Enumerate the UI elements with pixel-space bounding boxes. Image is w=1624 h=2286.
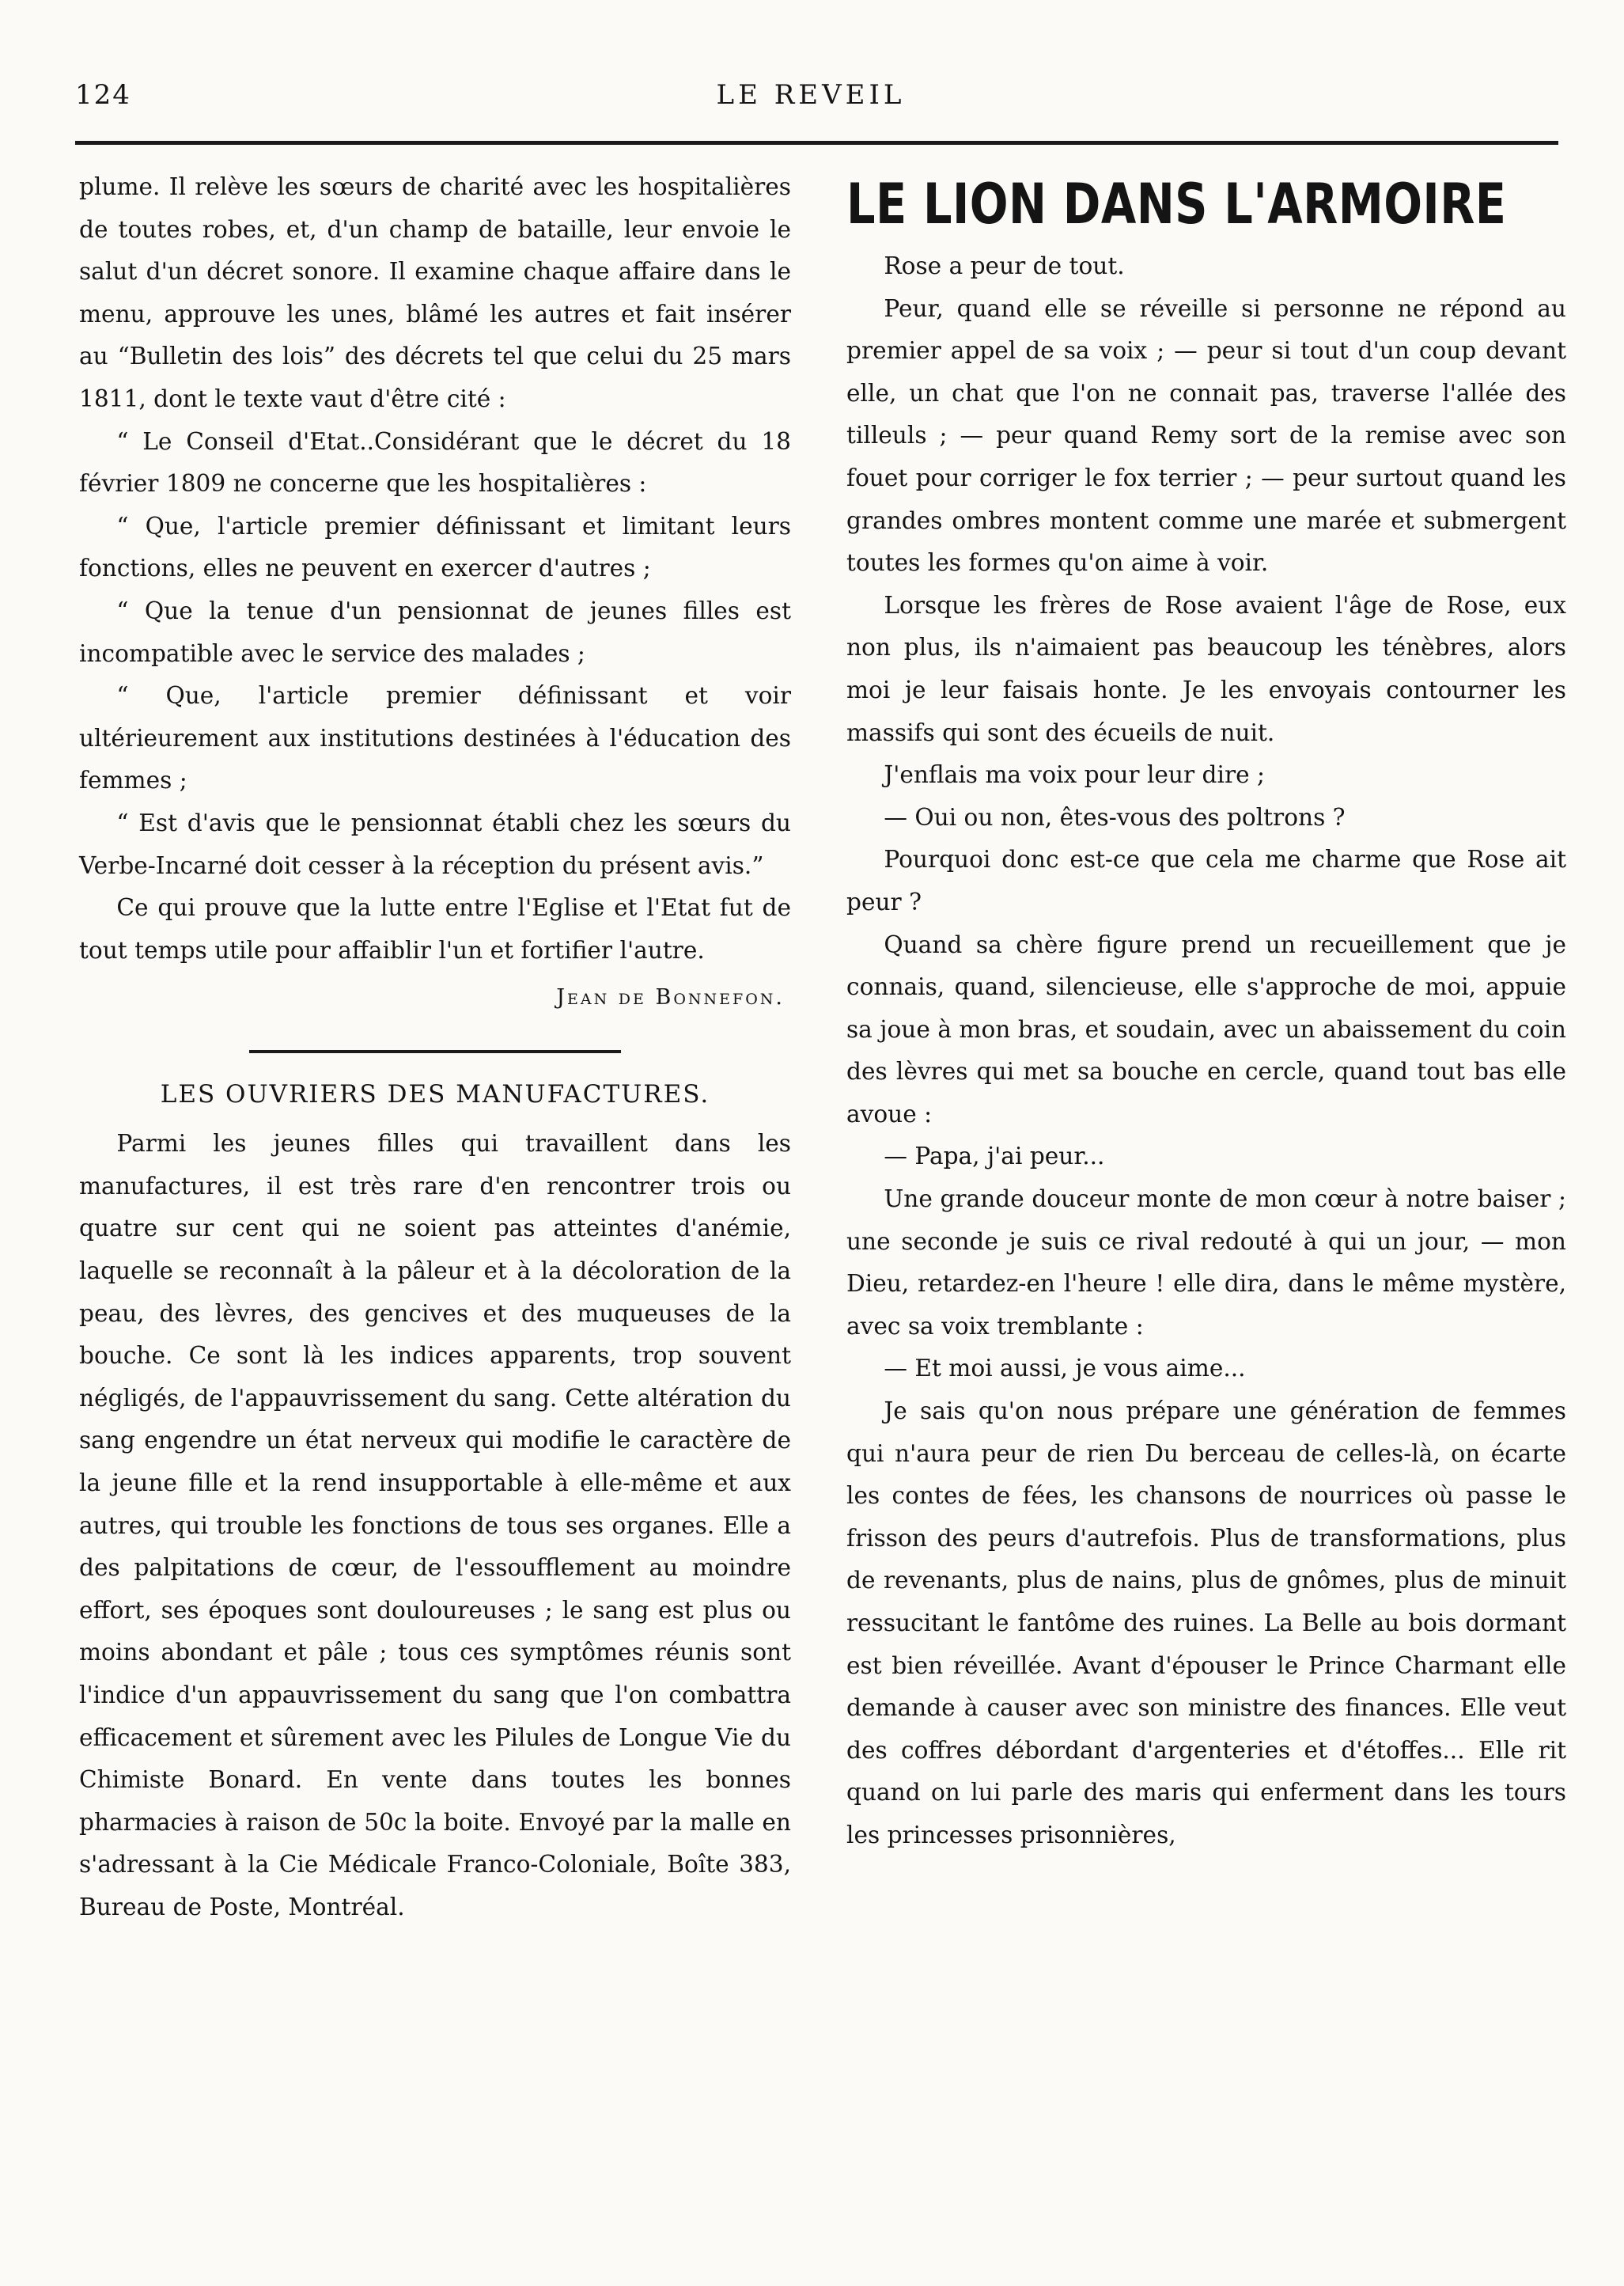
story-paragraph: Je sais qu'on nous prépare une génération de femmes qui n'aura peur de rien Du berceau de celles-là, on écarte les contes de fées, les chansons de nourrices où passe le frisson des peurs d'autrefois. Plus de transformations, plus de revenants, plus de nains, plus de gnômes, plus de minuit ressucitant le fantôme des ruines. La Belle au bois dormant est bien réveillée. Avant d'épouser le Prince Charmant elle demande à causer avec son ministre des finances. Elle veut des coffres débordant d'argenteries et d'étoffes... Elle rit quand on lui parle des maris qui enferment dans les tours les princesses prisonnières, bbox=[846, 1397, 1566, 1848]
story-paragraph: Rose a peur de tout. bbox=[884, 252, 1125, 279]
advertisement-paragraph: Parmi les jeunes filles qui travaillent dans les manufactures, il est très rare d'en rencontrer trois ou quatre sur cent qui ne soient pas atteintes d'anémie, laquelle se reconnaît à la pâleur et à la décoloration de la peau, des lèvres, des gencives et des muqueuses de la bouche. Ce sont là les indices apparents, trop souvent négligés, de l'appauvrissement du sang. Cette altération du sang engendre un état nerveux qui modifie le caractère de la jeune fille et la rend insupportable à elle-même et aux autres, qui trouble les fonctions de tous ses organes. Elle a des palpitations de cœur, de l'essoufflement au moindre effort, ses époques sont douloureuses ; le sang est plus ou moins abondant et pâle ; tous ces symptômes réunis sont l'indice d'un appauvrissement du sang que l'on combattra efficacement et sûrement avec les Pilules de Longue Vie du Chimiste Bonard. En vente dans toutes les bonnes pharmacies à raison de 50c la boite. Envoyé par la malle en s'adressant à la Cie Médicale Franco-Coloniale, Boîte 383, Bureau de Poste, Montréal. bbox=[79, 1130, 791, 1920]
story-paragraph: Une grande douceur monte de mon cœur à notre baiser ; une seconde je suis ce rival redouté à qui un jour, — mon Dieu, retardez-en l'heure ! elle dira, dans le même mystère, avec sa voix tremblante : bbox=[846, 1185, 1566, 1340]
decree-paragraph: “ Que, l'article premier définissant et limitant leurs fonctions, elles ne peuvent en exercer d'autres ; bbox=[79, 512, 791, 582]
decree-paragraph: “ Que la tenue d'un pensionnat de jeunes filles est incompatible avec le service des malades ; bbox=[79, 597, 791, 667]
story-paragraph: Pourquoi donc est-ce que cela me charme que Rose ait peur ? bbox=[846, 846, 1566, 916]
decree-paragraph: “ Est d'avis que le pensionnat établi chez les sœurs du Verbe-Incarné doit cesser à la réception du présent avis.” bbox=[79, 809, 791, 879]
page-number: 124 bbox=[75, 79, 131, 111]
decree-paragraph: “ Le Conseil d'Etat..Considérant que le décret du 18 février 1809 ne concerne que les hospitalières : bbox=[79, 427, 791, 498]
article-paragraph: Ce qui prouve que la lutte entre l'Eglise et l'Etat fut de tout temps utile pour affaiblir l'un et fortifier l'autre. bbox=[79, 894, 791, 964]
decree-paragraph: “ Que, l'article premier définissant et voir ultérieurement aux institutions destinées à l'éducation des femmes ; bbox=[79, 682, 791, 794]
story-paragraph: — Et moi aussi, je vous aime... bbox=[884, 1355, 1246, 1382]
story-paragraph: Lorsque les frères de Rose avaient l'âge de Rose, eux non plus, ils n'aimaient pas beaucoup les ténèbres, alors moi je leur faisais honte. Je les envoyais contourner les massifs qui sont des écueils de nuit. bbox=[846, 591, 1566, 746]
left-column bbox=[79, 166, 791, 1929]
story-paragraph: Quand sa chère figure prend un recueillement que je connais, quand, silencieuse, elle s'approche de moi, appuie sa joue à mon bras, et soudain, avec un abaissement du coin des lèvres qui met sa bouche en cercle, quand tout bas elle avoue : bbox=[846, 931, 1566, 1128]
author-signature: Jean de Bonnefon. bbox=[556, 985, 785, 1010]
right-column bbox=[846, 166, 1566, 1857]
page-header bbox=[75, 79, 1546, 127]
story-paragraph: — Oui ou non, êtes-vous des poltrons ? bbox=[884, 803, 1346, 831]
section-heading: LES OUVRIERS DES MANUFACTURES. bbox=[160, 1080, 710, 1109]
article-paragraph: plume. Il relève les sœurs de charité avec les hospitalières de toutes robes, et, d'un champ de bataille, leur envoie le salut d'un décret sonore. Il examine chaque affaire dans le menu, approuve les unes, blâmé les autres et fait insérer au “Bulletin des lois” des décrets tel que celui du 25 mars 1811, dont le texte vaut d'être cité : bbox=[79, 173, 791, 412]
story-paragraph: — Papa, j'ai peur... bbox=[884, 1143, 1105, 1170]
story-title: LE LION DANS L'ARMOIRE bbox=[846, 172, 1507, 237]
section-divider bbox=[249, 1050, 621, 1053]
story-paragraph: Peur, quand elle se réveille si personne ne répond au premier appel de sa voix ; — peur si tout d'un coup devant elle, un chat que l'on ne connait pas, traverse l'allée des tilleuls ; — peur quand Remy sort de la remise avec son fouet pour corriger le fox terrier ; — peur surtout quand les grandes ombres montent comme une marée et submergent toutes les formes qu'on aime à voir. bbox=[846, 294, 1566, 577]
story-paragraph: J'enflais ma voix pour leur dire ; bbox=[884, 761, 1265, 789]
running-title: LE REVEIL bbox=[716, 79, 906, 111]
header-rule bbox=[75, 141, 1558, 145]
